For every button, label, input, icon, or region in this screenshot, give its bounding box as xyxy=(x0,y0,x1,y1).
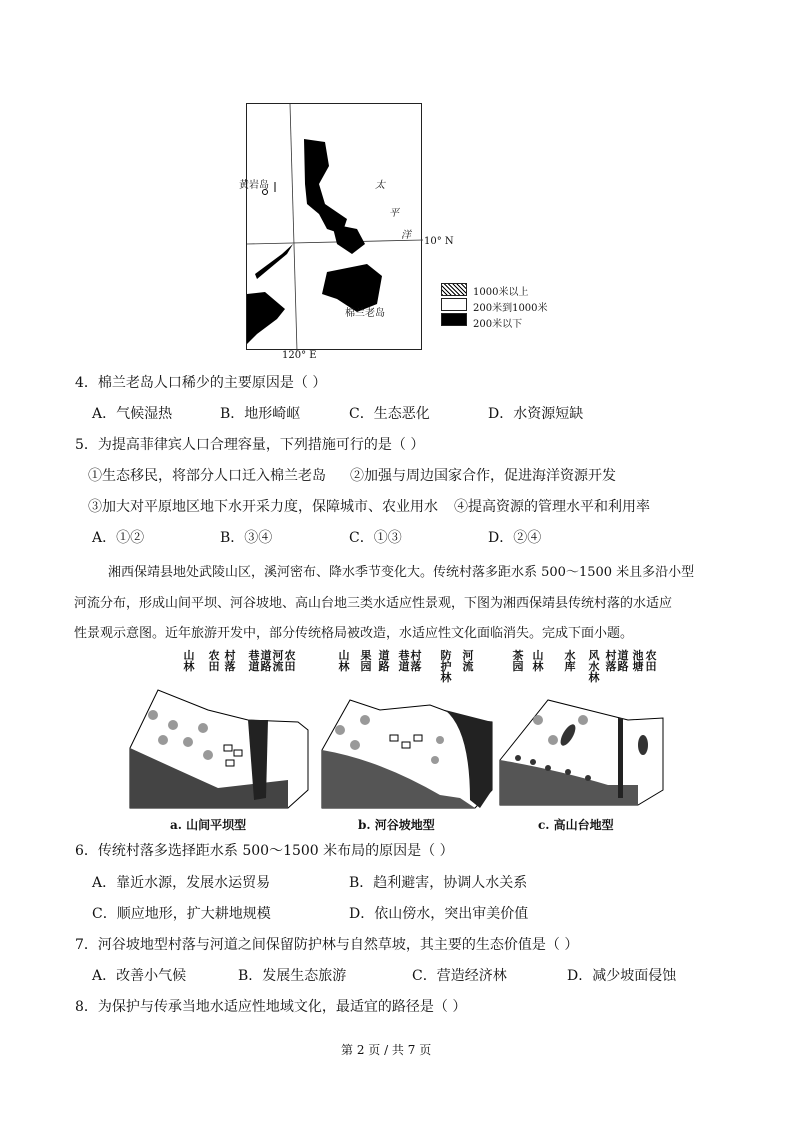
label-b-road: 道路 xyxy=(378,649,390,673)
label-c-reservoir: 水库 xyxy=(564,649,576,673)
label-c-farmland: 农田 xyxy=(645,649,657,673)
q5-option-d[interactable]: D．②④ xyxy=(488,530,542,546)
passage-line-3: 性景观示意图。近年旅游开发中，部分传统格局被改造，水适应性文化面临消失。完成下面小题。 xyxy=(74,626,634,641)
passage-line-2: 河流分布，形成山间平坝、河谷坡地、高山台地三类水适应性景观，下图为湘西保靖县传统村落的水适应 xyxy=(74,596,673,611)
label-c-road: 道路 xyxy=(617,649,629,673)
label-pacific-2: 平 xyxy=(389,208,399,219)
q7-option-c[interactable]: C．营造经济林 xyxy=(412,968,507,984)
caption-a: a. 山间平坝型 xyxy=(170,818,247,832)
question-4-stem: 4．棉兰老岛人口稀少的主要原因是（ ） xyxy=(75,375,327,391)
label-pacific-1: 太 xyxy=(375,180,385,191)
label-c-fengshui-forest: 风水林 xyxy=(588,649,600,684)
caption-b: b. 河谷坡地型 xyxy=(358,818,435,832)
legend-label: 1000米以上 xyxy=(473,287,529,298)
label-b-lane: 巷道 xyxy=(398,649,410,673)
q4-option-a[interactable]: A．气候湿热 xyxy=(92,406,173,422)
passage-line-1: 湘西保靖县地处武陵山区，溪河密布、降水季节变化大。传统村落多距水系 500～1500 米且多沿小型 xyxy=(108,565,695,580)
diagram-c-highland-terrace xyxy=(498,650,663,830)
label-b-river: 河流 xyxy=(462,649,474,673)
q6-option-a[interactable]: A．靠近水源，发展水运贸易 xyxy=(92,875,271,891)
label-b-forest: 山林 xyxy=(338,649,350,673)
legend-label: 200米到1000米 xyxy=(473,303,548,314)
label-c-forest: 山林 xyxy=(532,649,544,673)
label-c-pond: 池塘 xyxy=(632,649,644,673)
legend-swatch-white xyxy=(441,298,467,311)
label-b-shelterbelt: 防护林 xyxy=(440,649,452,684)
question-8-stem: 8．为保护与传承当地水适应性地域文化，最适宜的路径是（ ） xyxy=(75,999,467,1015)
q4-option-d[interactable]: D．水资源短缺 xyxy=(488,406,584,422)
q5-item-3: ③加大对平原地区地下水开采力度，保障城市、农业用水 xyxy=(88,499,438,515)
label-longitude: 120° E xyxy=(282,350,317,361)
label-c-tea-garden: 茶园 xyxy=(512,649,524,673)
label-a-lane: 巷道 xyxy=(248,649,260,673)
legend-label: 200米以下 xyxy=(473,319,523,330)
legend-swatch-black xyxy=(441,313,467,326)
diagram-a-valley-flat xyxy=(128,650,308,830)
q4-option-b[interactable]: B．地形崎岖 xyxy=(220,406,301,422)
caption-c: c. 高山台地型 xyxy=(538,818,614,832)
q5-item-4: ④提高资源的管理水平和利用率 xyxy=(454,499,650,515)
label-c-village: 村落 xyxy=(605,649,617,673)
q5-item-2: ②加强与周边国家合作，促进海洋资源开发 xyxy=(350,468,616,484)
label-b-orchard: 果园 xyxy=(360,649,372,673)
page-footer: 第 2 页 / 共 7 页 xyxy=(341,1043,432,1057)
label-a-forest: 山林 xyxy=(183,649,195,673)
q5-option-c[interactable]: C．①③ xyxy=(349,530,402,546)
q5-option-a[interactable]: A．①② xyxy=(92,530,145,546)
question-5-stem: 5．为提高菲律宾人口合理容量，下列措施可行的是（ ） xyxy=(75,437,425,453)
label-b-village: 村落 xyxy=(410,649,422,673)
q4-option-c[interactable]: C．生态恶化 xyxy=(349,406,430,422)
label-a-village: 村落 xyxy=(224,649,236,673)
q6-option-d[interactable]: D．依山傍水，突出审美价值 xyxy=(349,906,529,922)
q5-item-1: ①生态移民，将部分人口迁入棉兰老岛 xyxy=(88,468,326,484)
question-6-stem: 6．传统村落多选择距水系 500～1500 米布局的原因是（ ） xyxy=(75,843,454,859)
label-a-road: 道路 xyxy=(260,649,272,673)
label-a-farmland: 农田 xyxy=(208,649,220,673)
label-a-farmland-2: 农田 xyxy=(284,649,296,673)
philippines-map xyxy=(239,103,422,350)
label-a-river: 河流 xyxy=(272,649,284,673)
label-huangyan-island: 黄岩岛 xyxy=(239,180,269,191)
q7-option-a[interactable]: A．改善小气候 xyxy=(92,968,187,984)
q5-option-b[interactable]: B．③④ xyxy=(220,530,273,546)
q7-option-d[interactable]: D．减少坡面侵蚀 xyxy=(567,968,677,984)
q6-option-b[interactable]: B．趋利避害，协调人水关系 xyxy=(349,875,528,891)
q7-option-b[interactable]: B．发展生态旅游 xyxy=(238,968,347,984)
diagram-b-valley-slope xyxy=(320,650,495,830)
legend-swatch-hatch xyxy=(441,283,467,296)
map-drawing xyxy=(247,104,423,351)
label-pacific-3: 洋 xyxy=(401,230,411,241)
question-7-stem: 7．河谷坡地型村落与河道之间保留防护林与自然草坡，其主要的生态价值是（ ） xyxy=(75,937,579,953)
label-latitude: 10° N xyxy=(424,236,454,247)
label-mindanao: 棉兰老岛 xyxy=(345,308,385,319)
q6-option-c[interactable]: C．顺应地形，扩大耕地规模 xyxy=(92,906,271,922)
